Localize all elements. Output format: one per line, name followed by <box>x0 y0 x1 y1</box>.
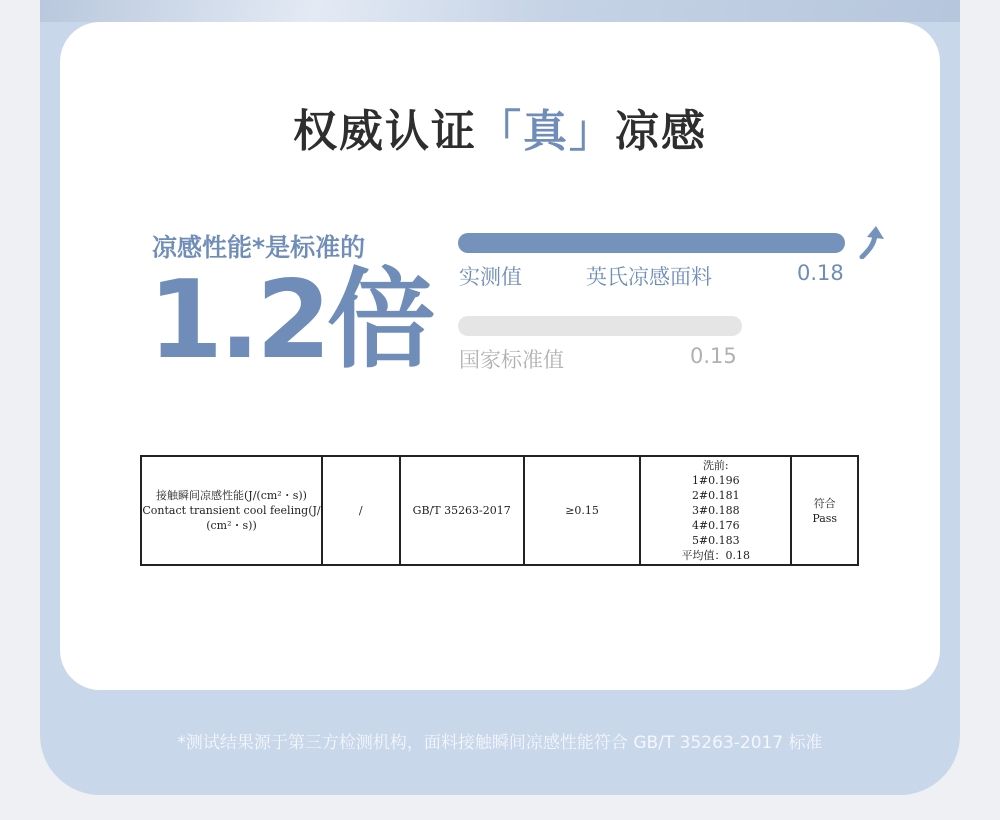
standard-value: 0.15 <box>690 344 737 368</box>
cert-item-en: Contact transient cool feeling(J/ <box>142 504 321 517</box>
cert-verdict-en: Pass <box>812 511 838 525</box>
cert-unit-cell: / <box>323 457 401 564</box>
cert-result: 2#0.181 <box>691 489 740 502</box>
up-arrow-icon <box>858 225 888 259</box>
cert-results-cell <box>641 457 792 564</box>
footnote: *测试结果源于第三方检测机构，面料接触瞬间凉感性能符合 GB/T 35263-2017 标准 <box>177 733 823 753</box>
certificate-table <box>140 455 859 566</box>
cert-item-cell <box>142 457 323 564</box>
cert-item-cn: 接触瞬间凉感性能(J/(cm²・s)) <box>156 489 307 502</box>
cert-verdict-cell <box>792 457 857 564</box>
title-highlight: 「真」 <box>477 106 615 157</box>
cert-result: 3#0.188 <box>691 504 740 517</box>
cert-item-unit: (cm²・s)) <box>206 519 257 532</box>
cert-result: 5#0.183 <box>691 534 740 547</box>
title-suffix: 凉感 <box>615 106 707 157</box>
cert-result: 4#0.176 <box>691 519 740 532</box>
measured-label: 实测值 <box>459 265 522 289</box>
standard-label: 国家标准值 <box>459 348 564 372</box>
cert-average: 平均值：0.18 <box>681 549 751 562</box>
cert-requirement-cell: ≥0.15 <box>525 457 641 564</box>
cert-result: 1#0.196 <box>691 474 740 487</box>
metric-caption: 凉感性能*是标准的 <box>152 233 366 262</box>
page-title <box>0 95 1000 159</box>
cert-verdict-cn: 符合 <box>813 496 836 510</box>
measured-bar <box>458 233 845 253</box>
standard-bar <box>458 316 742 336</box>
decorative-top-band <box>40 0 960 22</box>
metric-value: 1.2倍 <box>148 258 432 383</box>
cert-results-title: 洗前: <box>702 459 729 472</box>
fabric-name: 英氏凉感面料 <box>586 265 712 289</box>
measured-value: 0.18 <box>797 261 844 285</box>
cert-standard-cell: GB/T 35263-2017 <box>401 457 525 564</box>
title-prefix: 权威认证 <box>293 106 477 157</box>
